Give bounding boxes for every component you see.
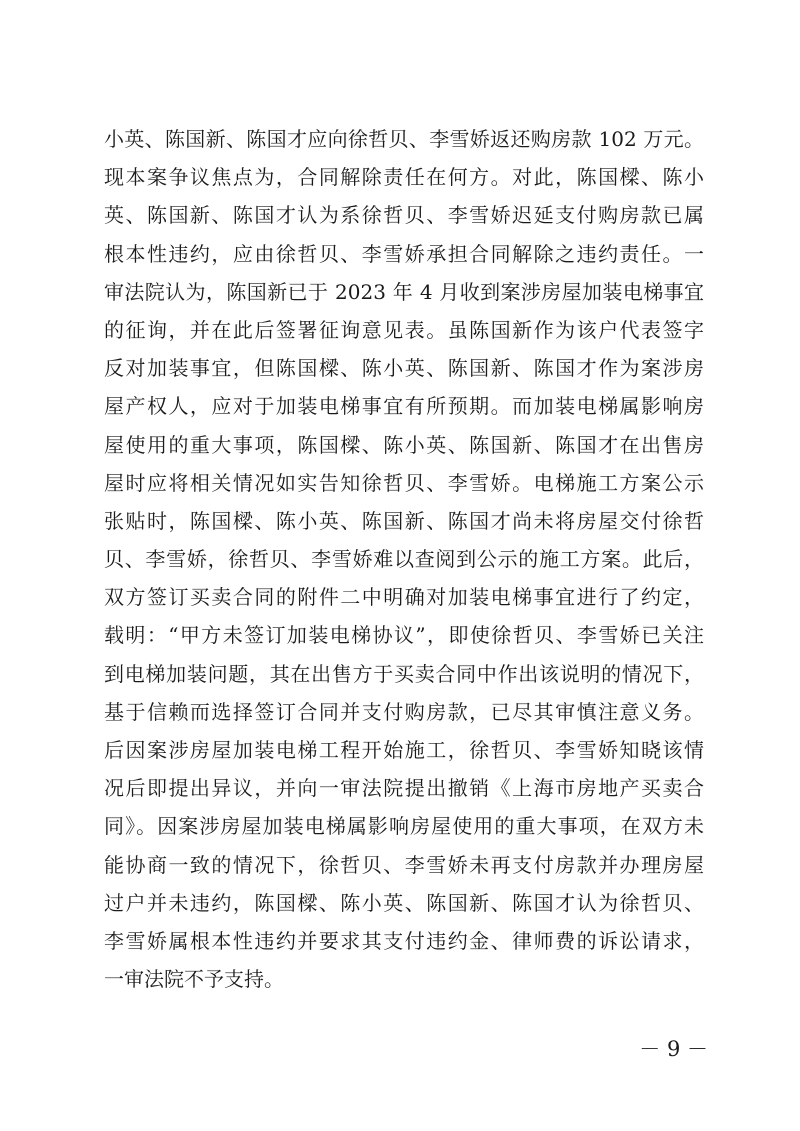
- text-line: 屋时应将相关情况如实告知徐哲贝、李雪娇。电梯施工方案公示: [104, 470, 704, 495]
- text-line: 到电梯加装问题，其在出售方于买卖合同中作出该说明的情况下，: [104, 661, 704, 686]
- text-line: 载明：“甲方未签订加装电梯协议”，即使徐哲贝、李雪娇已关注: [104, 623, 704, 648]
- text-line: 的征询，并在此后签署征询意见表。虽陈国新作为该户代表签字: [104, 317, 704, 342]
- body-text: [104, 120, 704, 998]
- text-line: 张贴时，陈国樑、陈小英、陈国新、陈国才尚未将房屋交付徐哲: [104, 508, 704, 533]
- text-line: 小英、陈国新、陈国才应向徐哲贝、李雪娇返还购房款 102 万元。: [104, 127, 704, 151]
- text-line: 反对加装事宜，但陈国樑、陈小英、陈国新、陈国才作为案涉房: [104, 356, 704, 381]
- text-line: 后因案涉房屋加装电梯工程开始施工，徐哲贝、李雪娇知晓该情: [104, 738, 704, 762]
- text-line: 屋产权人，应对于加装电梯事宜有所预期。而加装电梯属影响房: [104, 394, 704, 419]
- text-line: 李雪娇属根本性违约并要求其支付违约金、律师费的诉讼请求，: [104, 928, 704, 953]
- text-line: 根本性违约，应由徐哲贝、李雪娇承担合同解除之违约责任。一: [104, 241, 704, 266]
- text-line: 现本案争议焦点为，合同解除责任在何方。对此，陈国樑、陈小: [104, 165, 704, 190]
- text-line: 审法院认为，陈国新已于 2023 年 4 月收到案涉房屋加装电梯事宜: [104, 279, 704, 304]
- text-line: 过户并未违约，陈国樑、陈小英、陈国新、陈国才认为徐哲贝、: [104, 890, 704, 915]
- text-line: 双方签订买卖合同的附件二中明确对加装电梯事宜进行了约定，: [104, 585, 704, 610]
- text-line: 英、陈国新、陈国才认为系徐哲贝、李雪娇迟延支付购房款已属: [104, 203, 704, 228]
- text-line: 基于信赖而选择签订合同并支付购房款，已尽其审慎注意义务。: [104, 699, 704, 724]
- text-line: 贝、李雪娇，徐哲贝、李雪娇难以查阅到公示的施工方案。此后，: [104, 547, 704, 572]
- text-line: 况后即提出异议，并向一审法院提出撤销《上海市房地产买卖合: [104, 776, 704, 801]
- text-line: 能协商一致的情况下，徐哲贝、李雪娇未再支付房款并办理房屋: [104, 852, 704, 877]
- text-line: 屋使用的重大事项，陈国樑、陈小英、陈国新、陈国才在出售房: [104, 432, 704, 457]
- page-number: － 9 －: [639, 1037, 708, 1061]
- text-line: 同》。因案涉房屋加装电梯属影响房屋使用的重大事项，在双方未: [104, 814, 704, 839]
- text-line: 一审法院不予支持。: [104, 967, 284, 992]
